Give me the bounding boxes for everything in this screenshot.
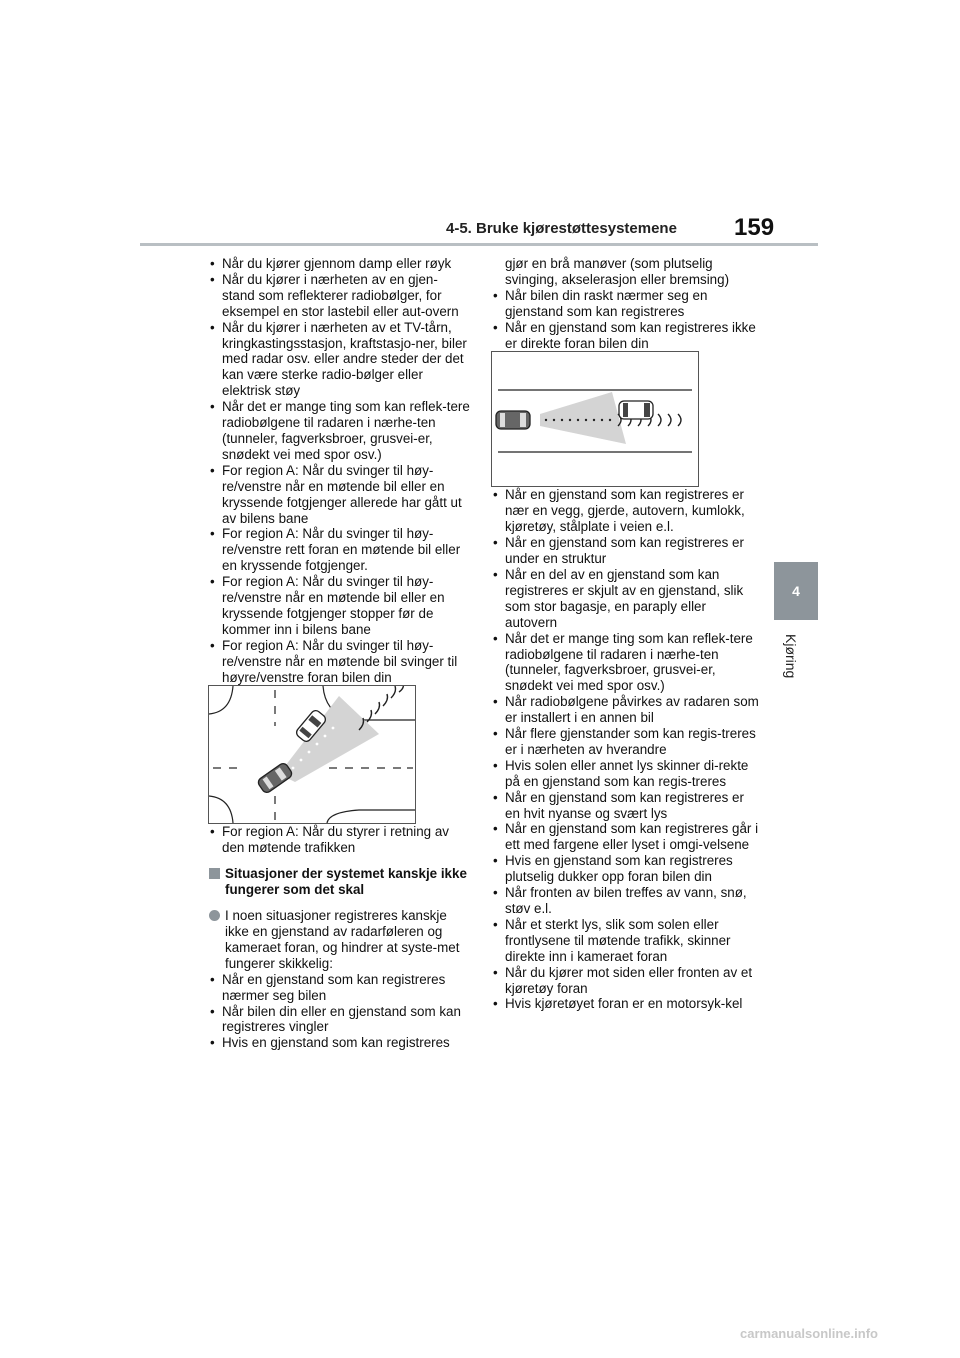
list-item: • For region A: Når du svinger til høy-re/venstre når en møtende bil eller en kryssende fotgjenger stopper før de kommer inn i bilens bane [208, 574, 470, 638]
right-column [491, 256, 759, 1012]
watermark: carmanualsonline.info [740, 1326, 878, 1341]
list-item: • Hvis solen eller annet lys skinner di-rekte på en gjenstand som kan regis-treres [491, 758, 759, 790]
header-section-title: 4-5. Bruke kjørestøttesystemene [446, 220, 677, 237]
list-item: • Når en gjenstand som kan registreres er under en struktur [491, 535, 759, 567]
list-item: • Hvis en gjenstand som kan registreres [208, 1035, 470, 1051]
list-item: • Når flere gjenstander som kan regis-treres er i nærheten av hverandre [491, 726, 759, 758]
chapter-label: Kjøring [783, 634, 799, 679]
list-item: • Når du kjører i nærheten av en gjen-stand som reflekterer radiobølger, for eksempel en stor lastebil eller aut-overn [208, 272, 470, 320]
list-item: • Hvis en gjenstand som kan registreres plutselig dukker opp foran bilen din [491, 853, 759, 885]
list-item: • Når en gjenstand som kan registreres går i ett med fargene eller lyset i omgi-velsene [491, 821, 759, 853]
list-item: • Når et sterkt lys, slik som solen eller frontlysene til møtende trafikk, skinner direkte inn i kameraet foran [491, 917, 759, 965]
bullet-list [491, 288, 759, 352]
lead-paragraph [208, 908, 470, 972]
circle-icon [209, 910, 220, 921]
chapter-tab [774, 562, 818, 620]
list-item: • For region A: Når du svinger til høy-re/venstre rett foran en møtende bil eller en kryssende fotgjenger. [208, 526, 470, 574]
list-item: • Hvis kjøretøyet foran er en motorsyk-kel [491, 996, 759, 1012]
list-item: • Når du kjører i nærheten av et TV-tårn, kringkastingsstasjon, kraftstasjo-ner, biler med radar osv. eller andre steder der det kan være sterke radio-bølger eller elektrisk støy [208, 320, 470, 400]
list-item: • Når en gjenstand som kan registreres er en hvit nyanse og svært lys [491, 790, 759, 822]
list-item: • Når du kjører mot siden eller fronten av et kjøretøy foran [491, 965, 759, 997]
header-rule [140, 243, 818, 246]
list-item: • Når en gjenstand som kan registreres nærmer seg bilen [208, 972, 470, 1004]
list-item: • Når det er mange ting som kan reflek-tere radiobølgene til radaren i nærhe-ten (tunneler, fagverksbroer, grusvei-er, snødekt vei med spor osv.) [491, 631, 759, 695]
square-icon [209, 868, 220, 879]
left-column [208, 256, 470, 1051]
chapter-number: 4 [792, 583, 800, 599]
list-item: • Når du kjører gjennom damp eller røyk [208, 256, 470, 272]
bullet-list [208, 824, 470, 856]
bullet-list [208, 972, 470, 1052]
offset-vehicle-illustration [491, 351, 699, 487]
list-item: • Når bilen din eller en gjenstand som kan registreres vingler [208, 1004, 470, 1036]
list-item: • For region A: Når du svinger til høy-re/venstre når en møtende bil svinger til høyre/venstre foran bilen din [208, 638, 470, 686]
list-item: • Når en del av en gjenstand som kan registreres er skjult av en gjenstand, slik som stor bagasje, en paraply eller autovern [491, 567, 759, 631]
list-item: • Når en gjenstand som kan registreres ikke er direkte foran bilen din [491, 320, 759, 352]
list-item: • Når en gjenstand som kan registreres er nær en vegg, gjerde, autovern, kumlokk, kjøretøy, stålplate i veien e.l. [491, 487, 759, 535]
bullet-list [208, 256, 470, 685]
list-item: • Når bilen din raskt nærmer seg en gjenstand som kan registreres [491, 288, 759, 320]
bullet-list [491, 487, 759, 1012]
lead-text: I noen situasjoner registreres kanskje ikke en gjenstand av radarføleren og kameraet foran, og hindrer at syste-met fungerer skikkelig: [225, 908, 460, 971]
continuation-text: gjør en brå manøver (som plutselig svinging, akselerasjon eller bremsing) [505, 256, 730, 287]
list-item: • For region A: Når du svinger til høy-re/venstre når en møtende bil eller en kryssende fotgjenger allerede har gått ut av bilens bane [208, 463, 470, 527]
list-item: • Når radiobølgene påvirkes av radaren som er installert i en annen bil [491, 694, 759, 726]
list-item: • For region A: Når du styrer i retning av den møtende trafikken [208, 824, 470, 856]
section-heading-text: Situasjoner der systemet kanskje ikke fungerer som det skal [225, 866, 467, 898]
intersection-turn-illustration [208, 685, 416, 824]
page-number: 159 [734, 214, 775, 241]
section-heading [208, 866, 470, 898]
list-item: • Når det er mange ting som kan reflek-tere radiobølgene til radaren i nærhe-ten (tunneler, fagverksbroer, grusvei-er, snødekt vei med spor osv.) [208, 399, 470, 463]
list-item: • Når fronten av bilen treffes av vann, snø, støv e.l. [491, 885, 759, 917]
